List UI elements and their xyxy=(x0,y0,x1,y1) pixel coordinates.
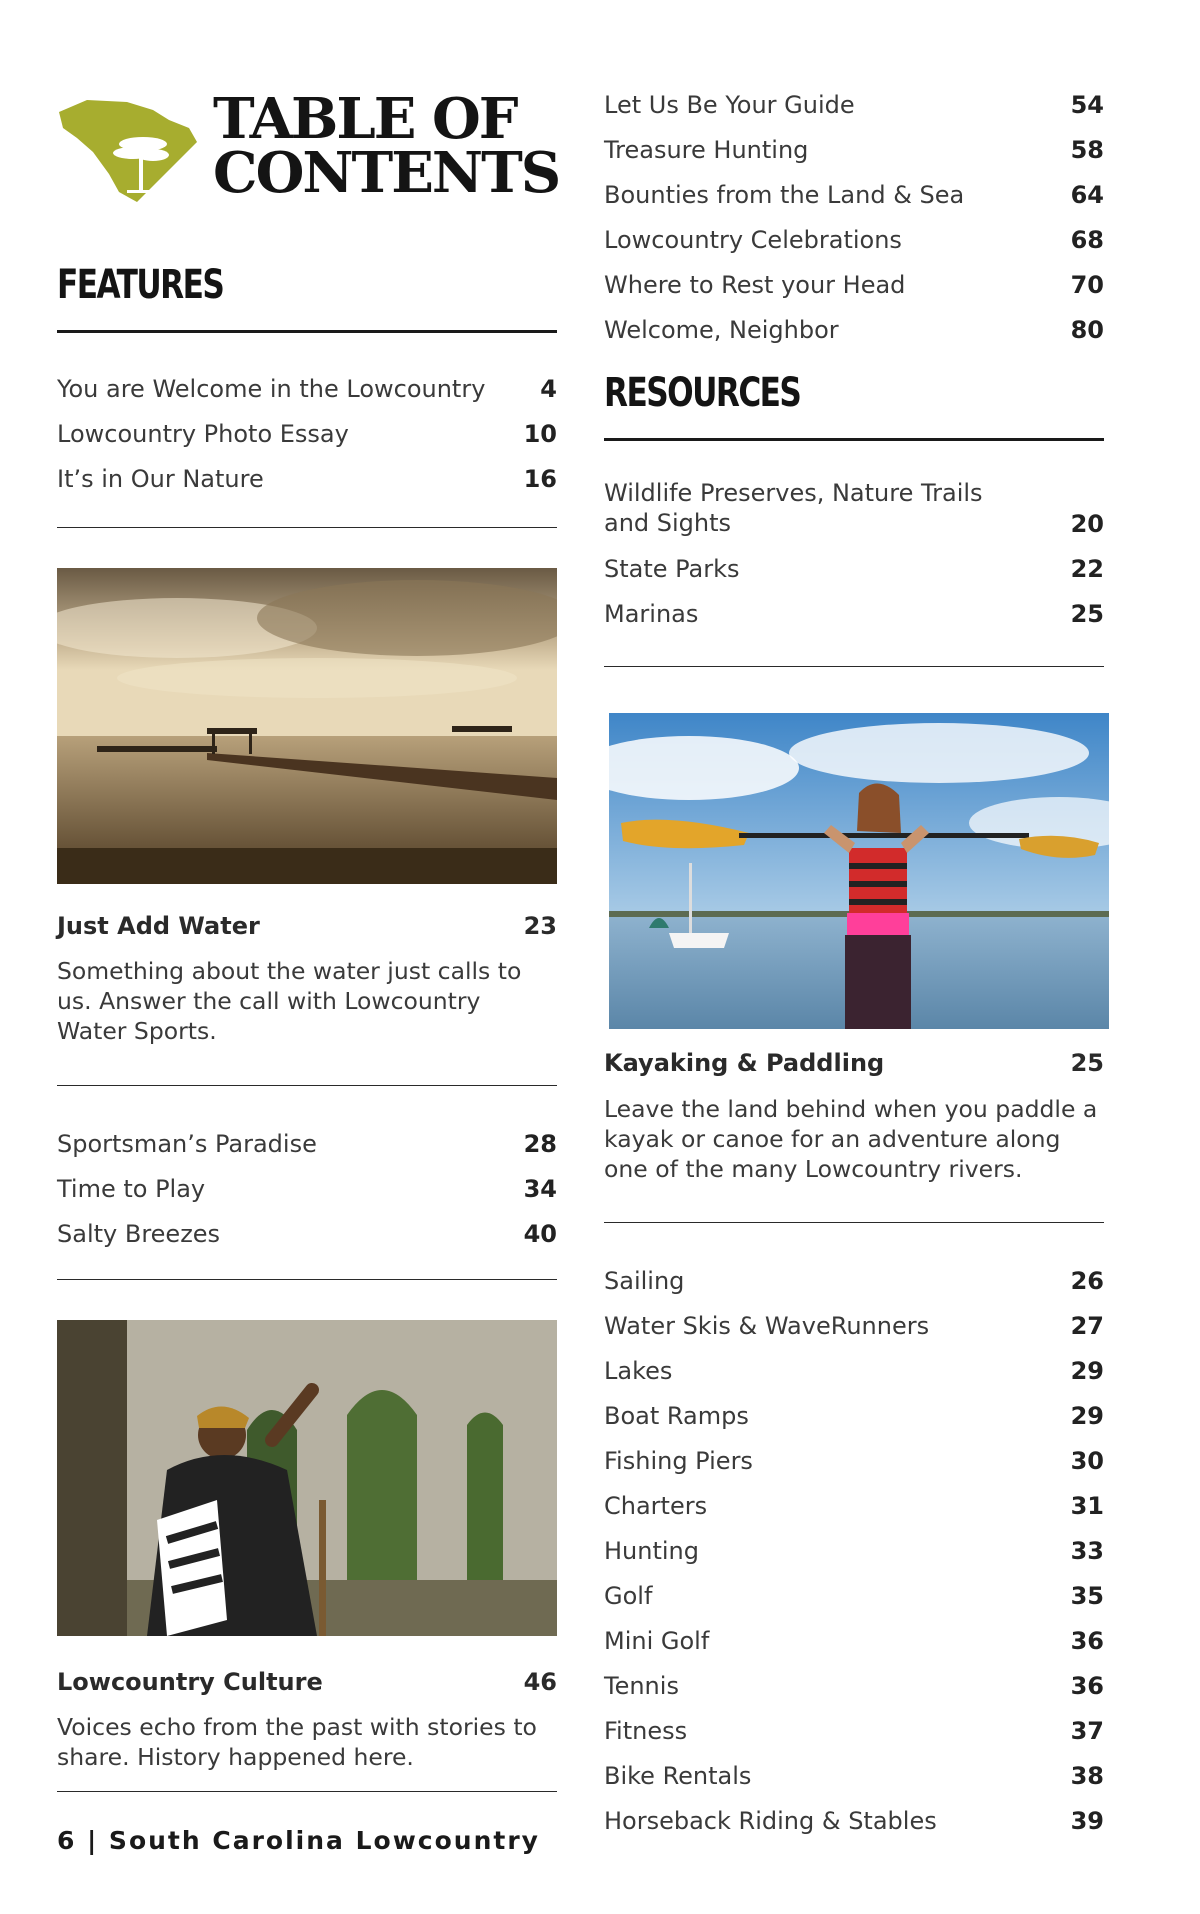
toc-entry[interactable] xyxy=(604,538,1104,583)
toc-page: 80 xyxy=(1070,316,1104,344)
features-list xyxy=(57,358,557,493)
title-line-2: CONTENTS xyxy=(213,140,560,206)
toc-page: 36 xyxy=(1070,1627,1104,1655)
pier-sunset-photo xyxy=(57,568,557,884)
toc-page: 10 xyxy=(523,420,557,448)
title-line-1: TABLE OF xyxy=(213,86,517,152)
toc-page: 37 xyxy=(1070,1717,1104,1745)
toc-label: Fishing Piers xyxy=(604,1447,753,1475)
toc-entry[interactable] xyxy=(57,1113,557,1158)
toc-entry[interactable] xyxy=(604,74,1104,119)
divider xyxy=(604,666,1104,667)
toc-label: Fitness xyxy=(604,1717,688,1745)
feature-title: Kayaking & Paddling xyxy=(604,1049,885,1077)
toc-label: Golf xyxy=(604,1582,653,1610)
toc-label: Hunting xyxy=(604,1537,699,1565)
toc-page: 27 xyxy=(1070,1312,1104,1340)
toc-label: Water Skis & WaveRunners xyxy=(604,1312,930,1340)
toc-label: Welcome, Neighbor xyxy=(604,316,839,344)
features-rule xyxy=(57,330,557,333)
toc-page: 26 xyxy=(1070,1267,1104,1295)
toc-page: 36 xyxy=(1070,1672,1104,1700)
lowcountry-culture-photo xyxy=(57,1320,557,1636)
resources-rule xyxy=(604,438,1104,441)
toc-label: Sportsman’s Paradise xyxy=(57,1130,317,1158)
toc-page: 29 xyxy=(1070,1402,1104,1430)
toc-label: Where to Rest your Head xyxy=(604,271,906,299)
toc-entry[interactable] xyxy=(604,1790,1104,1835)
toc-entry[interactable] xyxy=(604,1610,1104,1655)
toc-entry[interactable] xyxy=(604,1430,1104,1475)
toc-entry[interactable] xyxy=(604,1655,1104,1700)
toc-label: Charters xyxy=(604,1492,708,1520)
toc-page: 54 xyxy=(1070,91,1104,119)
toc-page: 4 xyxy=(540,375,557,403)
feature-page: 25 xyxy=(1070,1049,1104,1077)
feature-description: Something about the water just calls to us. Answer the call with Lowcountry Water Sports. xyxy=(57,957,522,1045)
toc-page: 25 xyxy=(1070,600,1104,628)
toc-entry[interactable] xyxy=(604,209,1104,254)
toc-entry[interactable] xyxy=(57,358,557,403)
toc-entry[interactable] xyxy=(604,164,1104,209)
feature-kayaking[interactable] xyxy=(604,1049,1104,1077)
toc-page: 29 xyxy=(1070,1357,1104,1385)
toc-label: Lakes xyxy=(604,1357,673,1385)
feature-just-add-water[interactable] xyxy=(57,912,557,940)
page-header xyxy=(57,86,560,222)
feature-lowcountry-culture[interactable] xyxy=(57,1668,557,1696)
toc-page: 22 xyxy=(1070,555,1104,583)
feature-description: Voices echo from the past with stories to share. History happened here. xyxy=(57,1713,537,1771)
toc-entry[interactable] xyxy=(57,1158,557,1203)
divider xyxy=(604,1222,1104,1223)
toc-entry[interactable] xyxy=(604,1385,1104,1430)
feature-description: Leave the land behind when you paddle a kayak or canoe for an adventure along one of the many Lowcountry rivers. xyxy=(604,1095,1098,1183)
toc-entry[interactable] xyxy=(604,1475,1104,1520)
toc-entry[interactable] xyxy=(604,468,1104,538)
feature-title: Lowcountry Culture xyxy=(57,1668,323,1696)
divider xyxy=(57,1791,557,1792)
toc-label: You are Welcome in the Lowcountry xyxy=(57,375,486,403)
toc-label: It’s in Our Nature xyxy=(57,465,264,493)
toc-page: 40 xyxy=(523,1220,557,1248)
feature-title: Just Add Water xyxy=(57,912,260,940)
resources-list-2 xyxy=(604,1250,1104,1835)
features-list-continued xyxy=(604,74,1104,344)
toc-entry[interactable] xyxy=(57,1203,557,1248)
toc-page: 31 xyxy=(1070,1492,1104,1520)
toc-page: 30 xyxy=(1070,1447,1104,1475)
toc-entry[interactable] xyxy=(57,403,557,448)
toc-page: 58 xyxy=(1070,136,1104,164)
toc-label: Lowcountry Celebrations xyxy=(604,226,902,254)
toc-page: 70 xyxy=(1070,271,1104,299)
feature-page: 23 xyxy=(523,912,557,940)
toc-label: Let Us Be Your Guide xyxy=(604,91,855,119)
toc-label: Marinas xyxy=(604,600,699,628)
toc-entry[interactable] xyxy=(604,1250,1104,1295)
toc-entry[interactable] xyxy=(57,448,557,493)
divider xyxy=(57,1085,557,1086)
toc-label: Bounties from the Land & Sea xyxy=(604,181,965,209)
toc-entry[interactable] xyxy=(604,254,1104,299)
toc-label: Bike Rentals xyxy=(604,1762,752,1790)
toc-entry[interactable] xyxy=(604,1295,1104,1340)
features-heading: FEATURES xyxy=(57,262,224,308)
toc-entry[interactable] xyxy=(604,583,1104,628)
toc-label: Lowcountry Photo Essay xyxy=(57,420,349,448)
toc-page: 20 xyxy=(1070,510,1104,538)
toc-entry[interactable] xyxy=(604,1340,1104,1385)
toc-page: 64 xyxy=(1070,181,1104,209)
toc-label: Sailing xyxy=(604,1267,685,1295)
toc-entry[interactable] xyxy=(604,119,1104,164)
toc-entry[interactable] xyxy=(604,299,1104,344)
toc-label: Salty Breezes xyxy=(57,1220,221,1248)
resources-list xyxy=(604,468,1104,628)
toc-label: Horseback Riding & Stables xyxy=(604,1807,937,1835)
features-list-2 xyxy=(57,1113,557,1248)
toc-label: Wildlife Preserves, Nature Trails and Sights xyxy=(604,479,983,537)
toc-label: Mini Golf xyxy=(604,1627,710,1655)
page-footer: 6 | South Carolina Lowcountry xyxy=(57,1826,540,1855)
page-title xyxy=(213,86,560,206)
toc-label: Boat Ramps xyxy=(604,1402,749,1430)
toc-page: 34 xyxy=(523,1175,557,1203)
toc-label: Treasure Hunting xyxy=(604,136,809,164)
toc-page: 16 xyxy=(523,465,557,493)
toc-entry[interactable] xyxy=(604,1565,1104,1610)
toc-page: 39 xyxy=(1070,1807,1104,1835)
toc-label: State Parks xyxy=(604,555,740,583)
kayaker-photo xyxy=(609,713,1109,1029)
toc-page: 68 xyxy=(1070,226,1104,254)
toc-label: Tennis xyxy=(604,1672,679,1700)
toc-entry[interactable] xyxy=(604,1520,1104,1565)
south-carolina-palmetto-logo xyxy=(57,98,199,203)
toc-page: 35 xyxy=(1070,1582,1104,1610)
toc-label: Time to Play xyxy=(57,1175,206,1203)
toc-page: 28 xyxy=(523,1130,557,1158)
toc-page: 38 xyxy=(1070,1762,1104,1790)
toc-page: 33 xyxy=(1070,1537,1104,1565)
resources-heading: RESOURCES xyxy=(604,370,801,416)
toc-entry[interactable] xyxy=(604,1745,1104,1790)
toc-entry[interactable] xyxy=(604,1700,1104,1745)
divider xyxy=(57,1279,557,1280)
feature-page: 46 xyxy=(523,1668,557,1696)
divider xyxy=(57,527,557,528)
